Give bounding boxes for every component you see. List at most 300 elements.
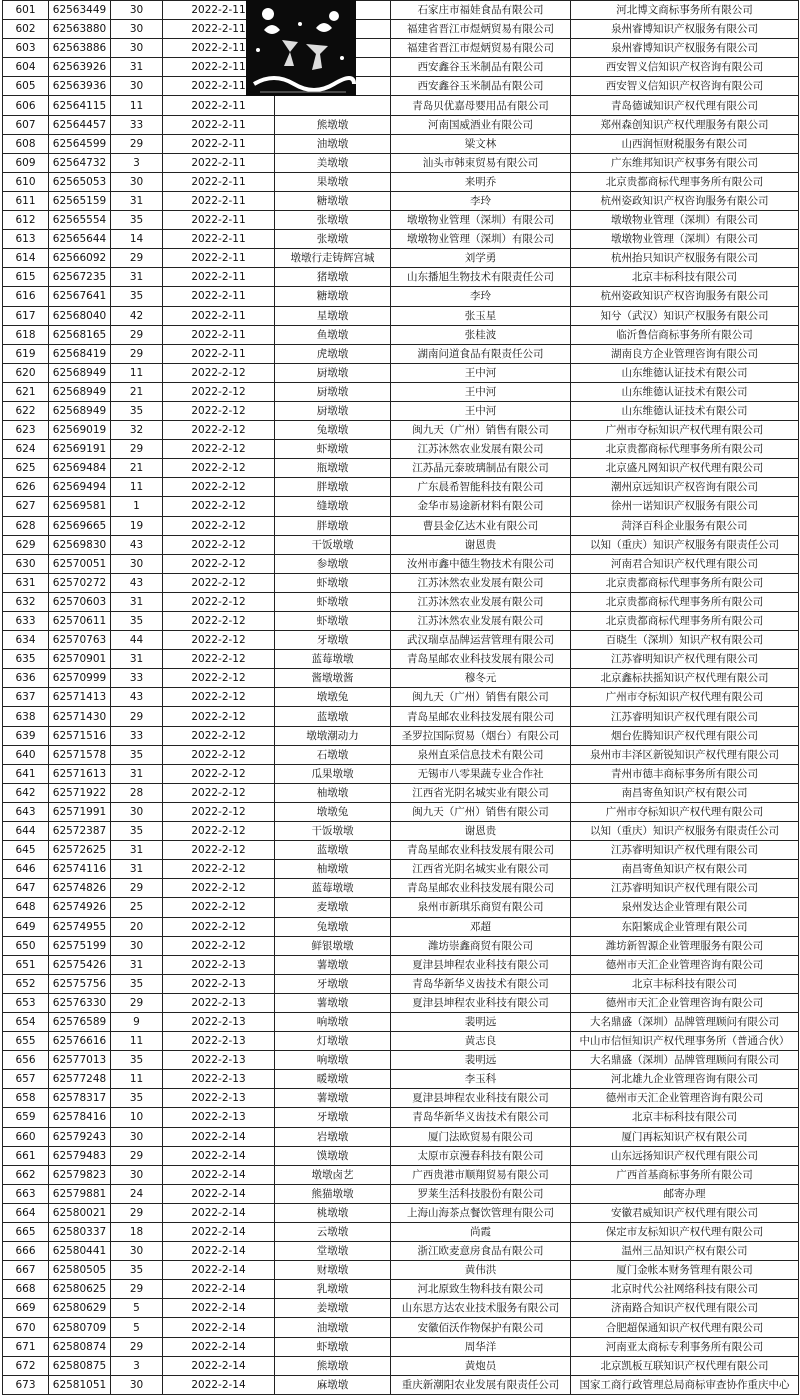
cell-applicant: 墩墩物业管理（深圳）有限公司 [391,211,571,230]
cell-date: 2022-2-14 [163,1299,275,1318]
cell-mark: 薯墩墩 [275,993,391,1012]
cell-reg-no: 62578317 [49,1089,111,1108]
cell-mark: 姜墩墩 [275,1299,391,1318]
cell-date: 2022-2-12 [163,382,275,401]
cell-class: 10 [111,1108,163,1127]
table-row [3,1223,799,1242]
cell-seq: 631 [3,573,49,592]
cell-agent: 山东维德认证技术有限公司 [571,363,799,382]
cell-applicant: 黄伟洪 [391,1261,571,1280]
cell-date: 2022-2-11 [163,58,275,77]
cell-class: 3 [111,1356,163,1375]
cell-applicant: 张玉星 [391,306,571,325]
table-row [3,77,799,96]
cell-seq: 662 [3,1165,49,1184]
cell-reg-no: 62567235 [49,268,111,287]
cell-reg-no: 62570901 [49,650,111,669]
cell-mark: 薯墩墩 [275,955,391,974]
cell-date: 2022-2-12 [163,535,275,554]
table-row [3,1318,799,1337]
cell-mark: 暖墩墩 [275,1070,391,1089]
cell-reg-no: 62570272 [49,573,111,592]
cell-applicant: 福建省晋江市煜炳贸易有限公司 [391,39,571,58]
cell-class: 14 [111,230,163,249]
cell-reg-no: 62576616 [49,1032,111,1051]
cell-class: 11 [111,1070,163,1089]
cell-class: 31 [111,268,163,287]
cell-mark: 厨墩墩 [275,363,391,382]
cell-class: 33 [111,115,163,134]
cell-mark: 墩墩潮动力 [275,726,391,745]
table-row [3,1203,799,1222]
cell-class: 11 [111,363,163,382]
cell-applicant: 周华洋 [391,1337,571,1356]
cell-date: 2022-2-12 [163,440,275,459]
table-row [3,745,799,764]
cell-reg-no: 62575426 [49,955,111,974]
cell-seq: 625 [3,459,49,478]
cell-date: 2022-2-12 [163,936,275,955]
cell-reg-no: 62568419 [49,344,111,363]
cell-applicant: 王中河 [391,382,571,401]
table-row [3,612,799,631]
cell-reg-no: 62580629 [49,1299,111,1318]
cell-applicant: 安徽佰沃作物保护有限公司 [391,1318,571,1337]
cell-class: 9 [111,1012,163,1031]
table-row [3,898,799,917]
cell-class: 42 [111,306,163,325]
cell-date: 2022-2-12 [163,707,275,726]
cell-date: 2022-2-11 [163,172,275,191]
cell-agent: 国家工商行政管理总局商标审查协作重庆中心 [571,1375,799,1394]
cell-seq: 642 [3,783,49,802]
cell-class: 33 [111,669,163,688]
cell-agent: 厦门再耘知识产权有限公司 [571,1127,799,1146]
cell-applicant: 河北原致生物科技有限公司 [391,1280,571,1299]
table-row [3,478,799,497]
cell-agent: 杭州姿政知识产权咨询服务有限公司 [571,191,799,210]
cell-applicant: 广东晨希智能科技有限公司 [391,478,571,497]
cell-agent: 广东维邦知识产权事务有限公司 [571,153,799,172]
cell-seq: 637 [3,688,49,707]
cell-mark: 响墩墩 [275,1012,391,1031]
table-row [3,936,799,955]
cell-agent: 百晓生（深圳）知识产权有限公司 [571,631,799,650]
cell-date: 2022-2-14 [163,1280,275,1299]
cell-mark: 蓝莓墩墩 [275,879,391,898]
cell-applicant: 圣罗拉国际贸易（烟台）有限公司 [391,726,571,745]
cell-class: 31 [111,764,163,783]
cell-applicant: 闽九天（广州）销售有限公司 [391,688,571,707]
cell-seq: 608 [3,134,49,153]
cell-mark: 墩墩兔 [275,802,391,821]
cell-agent: 以知（重庆）知识产权服务有限责任公司 [571,535,799,554]
table-row [3,1280,799,1299]
table-row [3,1356,799,1375]
cell-date: 2022-2-12 [163,917,275,936]
cell-date: 2022-2-11 [163,230,275,249]
cell-seq: 647 [3,879,49,898]
cell-applicant: 来明乔 [391,172,571,191]
cell-class: 19 [111,516,163,535]
cell-seq: 626 [3,478,49,497]
cell-date: 2022-2-12 [163,841,275,860]
cell-date: 2022-2-14 [163,1146,275,1165]
cell-date: 2022-2-11 [163,1,275,20]
cell-applicant: 谢恩贵 [391,535,571,554]
cell-date: 2022-2-14 [163,1203,275,1222]
cell-seq: 673 [3,1375,49,1394]
cell-seq: 632 [3,592,49,611]
cell-class: 5 [111,1299,163,1318]
table-row [3,1299,799,1318]
cell-applicant: 夏津县坤程农业科技有限公司 [391,955,571,974]
cell-seq: 630 [3,554,49,573]
cell-reg-no: 62566092 [49,249,111,268]
cell-applicant: 夏津县坤程农业科技有限公司 [391,993,571,1012]
table-row [3,96,799,115]
cell-seq: 645 [3,841,49,860]
cell-reg-no: 62574116 [49,860,111,879]
table-row [3,20,799,39]
cell-date: 2022-2-12 [163,822,275,841]
cell-seq: 655 [3,1032,49,1051]
table-row [3,688,799,707]
cell-seq: 667 [3,1261,49,1280]
cell-seq: 640 [3,745,49,764]
cell-applicant: 江西省光阴名城实业有限公司 [391,860,571,879]
cell-reg-no: 62571613 [49,764,111,783]
table-row [3,1242,799,1261]
cell-reg-no: 62580021 [49,1203,111,1222]
cell-agent: 北京盛凡网知识产权代理有限公司 [571,459,799,478]
cell-date: 2022-2-14 [163,1223,275,1242]
cell-applicant: 厦门法欧贸易有限公司 [391,1127,571,1146]
table-row [3,249,799,268]
cell-agent: 临沂鲁信商标事务所有限公司 [571,325,799,344]
cell-seq: 620 [3,363,49,382]
cell-date: 2022-2-12 [163,459,275,478]
cell-class: 35 [111,612,163,631]
cell-reg-no: 62569830 [49,535,111,554]
cell-seq: 629 [3,535,49,554]
table-row [3,1,799,20]
cell-seq: 606 [3,96,49,115]
cell-agent: 北京贵都商标代理事务所有限公司 [571,612,799,631]
cell-agent: 北京凯板互联知识产权代理有限公司 [571,1356,799,1375]
cell-mark [275,96,391,115]
table-row [3,230,799,249]
cell-seq: 669 [3,1299,49,1318]
table-row [3,172,799,191]
cell-reg-no: 62579243 [49,1127,111,1146]
cell-date: 2022-2-12 [163,363,275,382]
cell-date: 2022-2-13 [163,1012,275,1031]
table-row [3,1261,799,1280]
cell-reg-no: 62581051 [49,1375,111,1394]
cell-seq: 604 [3,58,49,77]
cell-date: 2022-2-12 [163,669,275,688]
cell-reg-no: 62563880 [49,20,111,39]
cell-mark: 张墩墩 [275,211,391,230]
table-row [3,1108,799,1127]
cell-mark: 馍墩墩 [275,1146,391,1165]
cell-mark: 熊墩墩 [275,1356,391,1375]
trademark-table [2,0,799,1395]
cell-seq: 615 [3,268,49,287]
cell-mark: 岩墩墩 [275,1127,391,1146]
cell-seq: 623 [3,421,49,440]
table-row [3,440,799,459]
cell-date: 2022-2-12 [163,879,275,898]
cell-reg-no: 62569484 [49,459,111,478]
cell-agent: 山东维德认证技术有限公司 [571,382,799,401]
cell-seq: 661 [3,1146,49,1165]
cell-applicant: 闽九天（广州）销售有限公司 [391,421,571,440]
cell-applicant: 刘学勇 [391,249,571,268]
cell-class: 30 [111,1127,163,1146]
cell-agent: 北京时代公社网络科技有限公司 [571,1280,799,1299]
cell-date: 2022-2-13 [163,974,275,993]
cell-date: 2022-2-12 [163,783,275,802]
cell-date: 2022-2-11 [163,39,275,58]
cell-date: 2022-2-11 [163,249,275,268]
cell-mark: 厨墩墩 [275,401,391,420]
cell-reg-no: 62568949 [49,382,111,401]
table-row [3,917,799,936]
table-row [3,822,799,841]
table-row [3,669,799,688]
cell-reg-no: 62565159 [49,191,111,210]
cell-date: 2022-2-11 [163,20,275,39]
table-row [3,344,799,363]
cell-agent: 以知（重庆）知识产权服务有限责任公司 [571,822,799,841]
table-body [3,1,799,1395]
cell-applicant: 邓超 [391,917,571,936]
cell-date: 2022-2-12 [163,516,275,535]
cell-seq: 672 [3,1356,49,1375]
cell-applicant: 武汉瑞卓品牌运营管理有限公司 [391,631,571,650]
cell-class: 29 [111,1280,163,1299]
cell-reg-no: 62568949 [49,363,111,382]
cell-agent: 合肥超保通知识产权代理有限公司 [571,1318,799,1337]
cell-agent: 杭州抬只知识产权服务有限公司 [571,249,799,268]
cell-applicant: 谢恩贵 [391,822,571,841]
table-row [3,783,799,802]
cell-class: 35 [111,211,163,230]
cell-seq: 668 [3,1280,49,1299]
cell-class: 30 [111,172,163,191]
cell-class: 30 [111,1242,163,1261]
cell-mark: 星墩墩 [275,306,391,325]
cell-class: 20 [111,917,163,936]
table-row [3,573,799,592]
table-row [3,58,799,77]
cell-reg-no: 62563926 [49,58,111,77]
cell-date: 2022-2-12 [163,898,275,917]
cell-class: 24 [111,1184,163,1203]
cell-agent: 德州市天汇企业管理咨询有限公司 [571,993,799,1012]
cell-agent: 南昌寄鱼知识产权有限公司 [571,783,799,802]
cell-date: 2022-2-14 [163,1356,275,1375]
cell-reg-no: 62569019 [49,421,111,440]
cell-agent: 济南路合知识产权代理有限公司 [571,1299,799,1318]
cell-reg-no: 62579881 [49,1184,111,1203]
cell-class: 31 [111,592,163,611]
cell-applicant: 青岛华新华义齿技术有限公司 [391,974,571,993]
cell-date: 2022-2-12 [163,421,275,440]
cell-agent: 北京贵都商标代理事务所有限公司 [571,573,799,592]
cell-class: 31 [111,191,163,210]
cell-class: 28 [111,783,163,802]
cell-agent: 广西首基商标事务所有限公司 [571,1165,799,1184]
cell-reg-no: 62571413 [49,688,111,707]
cell-applicant: 无锡市八零果蔬专业合作社 [391,764,571,783]
cell-reg-no: 62570763 [49,631,111,650]
table-row [3,650,799,669]
cell-agent: 江苏睿明知识产权代理有限公司 [571,707,799,726]
cell-class: 29 [111,1203,163,1222]
cell-reg-no: 62568165 [49,325,111,344]
cell-applicant: 泉州直采信息技术有限公司 [391,745,571,764]
cell-seq: 607 [3,115,49,134]
cell-reg-no: 62580875 [49,1356,111,1375]
cell-mark: 柚墩墩 [275,783,391,802]
cell-mark: 石墩墩 [275,745,391,764]
cell-mark: 酱墩墩酱 [275,669,391,688]
table-row [3,955,799,974]
cell-mark: 虎墩墩 [275,344,391,363]
cell-mark: 牙墩墩 [275,1108,391,1127]
cell-seq: 666 [3,1242,49,1261]
cell-date: 2022-2-12 [163,764,275,783]
cell-mark: 虾墩墩 [275,592,391,611]
table-row [3,401,799,420]
cell-class: 30 [111,77,163,96]
cell-date: 2022-2-13 [163,1070,275,1089]
cell-class: 29 [111,344,163,363]
cell-agent: 北京贵都商标代理事务所有限公司 [571,592,799,611]
cell-seq: 656 [3,1051,49,1070]
cell-agent: 知兮（武汉）知识产权服务有限公司 [571,306,799,325]
cell-agent: 德州市天汇企业管理咨询有限公司 [571,955,799,974]
table-row [3,592,799,611]
cell-seq: 664 [3,1203,49,1222]
cell-agent: 徐州一诺知识产权服务有限公司 [571,497,799,516]
cell-agent: 郑州森创知识产权代理服务有限公司 [571,115,799,134]
cell-date: 2022-2-14 [163,1318,275,1337]
cell-class: 25 [111,898,163,917]
cell-seq: 601 [3,1,49,20]
cell-agent: 墩墩物业管理（深圳）有限公司 [571,230,799,249]
cell-agent: 北京鑫标扶摇知识产权代理有限公司 [571,669,799,688]
cell-class: 31 [111,841,163,860]
cell-date: 2022-2-12 [163,592,275,611]
table-row [3,1337,799,1356]
cell-seq: 638 [3,707,49,726]
cell-agent: 杭州姿政知识产权咨询服务有限公司 [571,287,799,306]
cell-seq: 658 [3,1089,49,1108]
cell-mark: 张墩墩 [275,230,391,249]
table-row [3,191,799,210]
cell-class: 31 [111,860,163,879]
cell-date: 2022-2-11 [163,268,275,287]
cell-agent: 河北博文商标事务所有限公司 [571,1,799,20]
cell-mark: 灯墩墩 [275,1032,391,1051]
cell-agent: 山东维德认证技术有限公司 [571,401,799,420]
table-row [3,726,799,745]
cell-agent: 广州市夺标知识产权代理有限公司 [571,421,799,440]
cell-applicant: 张桂波 [391,325,571,344]
cell-class: 29 [111,879,163,898]
cell-seq: 659 [3,1108,49,1127]
cell-seq: 618 [3,325,49,344]
cell-date: 2022-2-14 [163,1375,275,1394]
cell-agent: 泉州发达企业管理有限公司 [571,898,799,917]
cell-mark: 乳墩墩 [275,1280,391,1299]
cell-reg-no: 62569494 [49,478,111,497]
cell-agent: 大名鼎盛（深圳）品牌管理顾问有限公司 [571,1012,799,1031]
cell-applicant: 裴明远 [391,1051,571,1070]
cell-class: 43 [111,688,163,707]
cell-applicant: 王中河 [391,401,571,420]
cell-mark: 糖墩墩 [275,191,391,210]
cell-reg-no: 62565053 [49,172,111,191]
cell-applicant: 石家庄市福娃食品有限公司 [391,1,571,20]
cell-mark: 麻墩墩 [275,1375,391,1394]
cell-class: 21 [111,459,163,478]
cell-mark: 墩墩卤艺 [275,1165,391,1184]
cell-mark: 牙墩墩 [275,974,391,993]
cell-mark: 瓶墩墩 [275,459,391,478]
cell-applicant: 福建省晋江市煜炳贸易有限公司 [391,20,571,39]
cell-seq: 627 [3,497,49,516]
cell-mark: 参墩墩 [275,554,391,573]
cell-class: 30 [111,936,163,955]
cell-agent: 安徽君威知识产权代理有限公司 [571,1203,799,1222]
cell-date: 2022-2-13 [163,993,275,1012]
cell-mark: 虾墩墩 [275,573,391,592]
cell-agent: 青岛德诚知识产权代理有限公司 [571,96,799,115]
cell-agent: 北京丰标科技有限公司 [571,268,799,287]
cell-reg-no: 62563449 [49,1,111,20]
cell-applicant: 青岛星邮农业科技发展有限公司 [391,841,571,860]
cell-mark: 柚墩墩 [275,860,391,879]
cell-class: 44 [111,631,163,650]
cell-applicant: 太原市京漫春科技有限公司 [391,1146,571,1165]
cell-class: 31 [111,955,163,974]
cell-applicant: 山东播旭生物技术有限责任公司 [391,268,571,287]
cell-mark: 云墩墩 [275,1223,391,1242]
cell-class: 30 [111,1,163,20]
cell-agent: 西安智义信知识产权咨询有限公司 [571,58,799,77]
table-row [3,306,799,325]
table-row [3,459,799,478]
cell-agent: 北京贵都商标代理事务所有限公司 [571,172,799,191]
cell-applicant: 江苏沐然农业发展有限公司 [391,612,571,631]
cell-seq: 670 [3,1318,49,1337]
cell-reg-no: 62572625 [49,841,111,860]
cell-reg-no: 62571578 [49,745,111,764]
table-row [3,325,799,344]
cell-class: 30 [111,39,163,58]
cell-agent: 江苏睿明知识产权代理有限公司 [571,841,799,860]
cell-seq: 634 [3,631,49,650]
cell-agent: 南昌寄鱼知识产权有限公司 [571,860,799,879]
table-row [3,841,799,860]
cell-applicant: 西安鑫谷玉米制品有限公司 [391,77,571,96]
cell-reg-no: 62574955 [49,917,111,936]
